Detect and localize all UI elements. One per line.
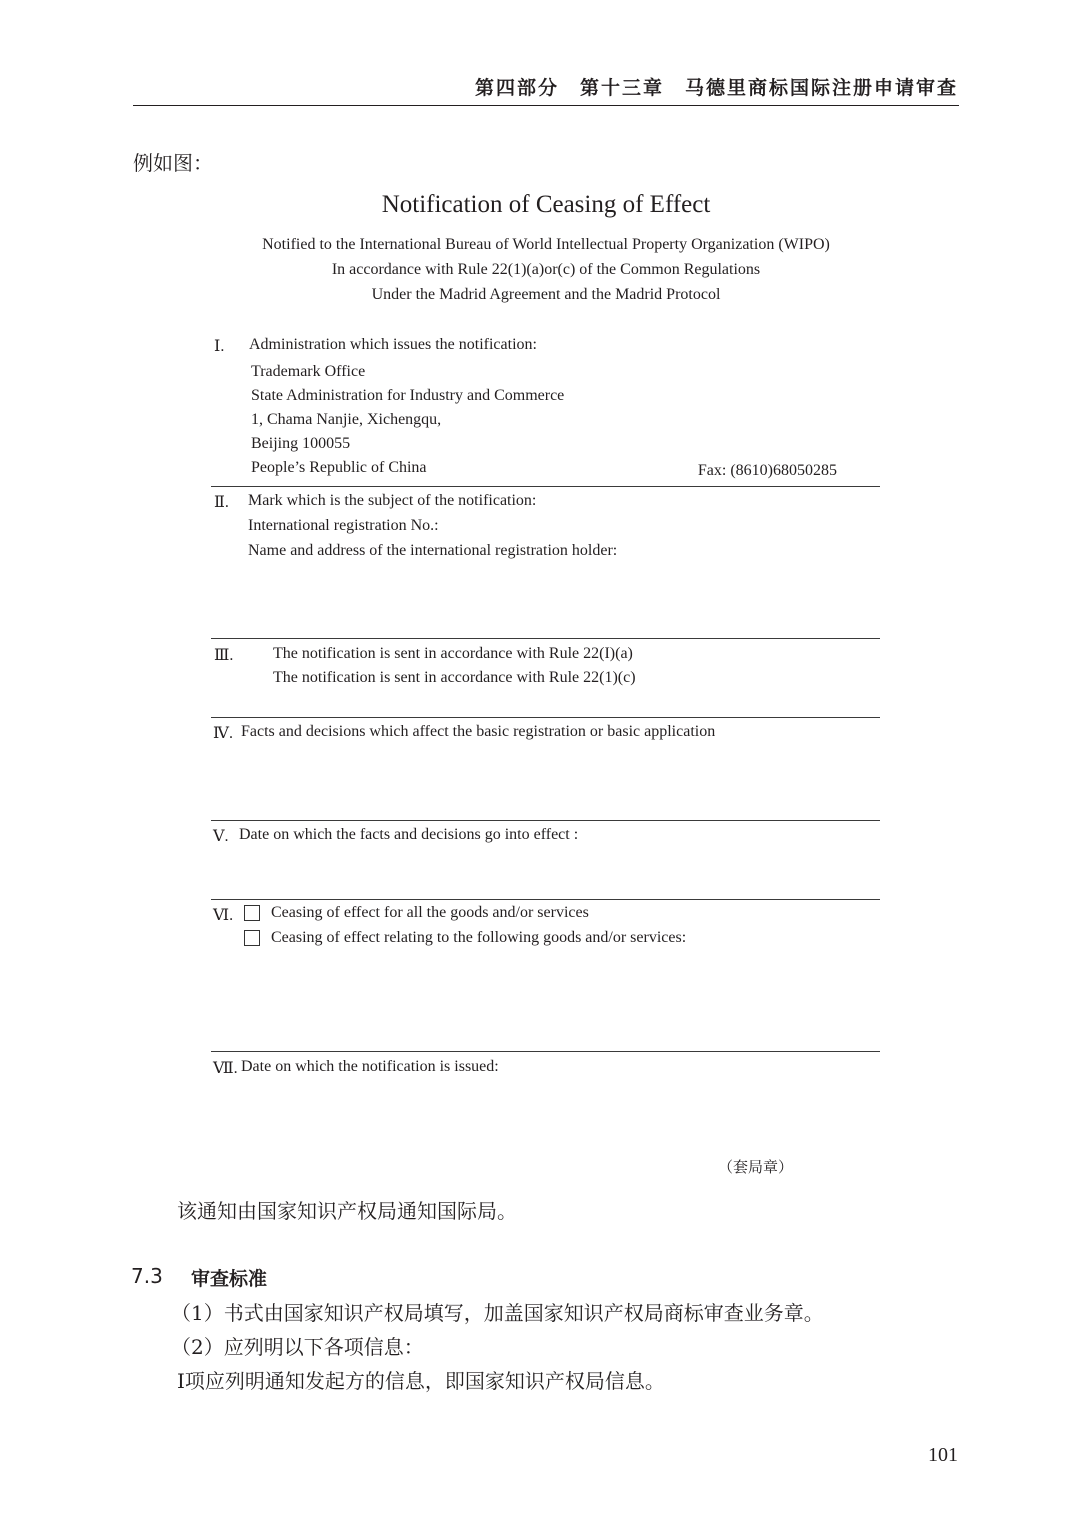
- following-goods-option-label: Ceasing of effect relating to the following goods and/or services:: [271, 929, 687, 946]
- form-subtitle-1: Notified to the International Bureau of World Intellectual Property Organization (WIPO): [262, 236, 830, 253]
- notification-note: 该通知由国家知识产权局通知国际局。: [177, 1199, 517, 1223]
- address-line: Beijing 100055: [251, 435, 351, 452]
- section-6-numeral: Ⅵ.: [213, 907, 234, 924]
- seal-note: （套局章）: [718, 1158, 794, 1176]
- address-line: State Administration for Industry and Commerce: [251, 387, 565, 404]
- section-1-numeral: Ⅰ.: [214, 338, 225, 355]
- body-item: （2）应列明以下各项信息：: [171, 1335, 424, 1359]
- section-divider: [211, 486, 880, 487]
- fax-number: Fax: (8610)68050285: [697, 462, 837, 479]
- form-subtitle-3: Under the Madrid Agreement and the Madrid Protocol: [371, 286, 721, 303]
- address-line: People’s Republic of China: [251, 459, 427, 476]
- section-divider: [211, 899, 880, 900]
- rule-22a-option: The notification is sent in accordance with Rule 22(I)(a): [273, 645, 633, 662]
- form-subtitle-2: In accordance with Rule 22(1)(a)or(c) of the Common Regulations: [331, 261, 761, 278]
- body-item: （1）书式由国家知识产权局填写，加盖国家知识产权局商标审查业务章。: [171, 1301, 824, 1325]
- rule-22c-option: The notification is sent in accordance with Rule 22(1)(c): [273, 669, 636, 686]
- section-5-heading: Date on which the facts and decisions go into effect :: [239, 826, 579, 843]
- section-1-heading: Administration which issues the notification:: [249, 336, 537, 353]
- section-number: 7.3: [131, 1264, 163, 1288]
- section-5-numeral: Ⅴ.: [213, 828, 229, 845]
- form-title: Notification of Ceasing of Effect: [381, 191, 711, 218]
- section-7-numeral: Ⅶ.: [213, 1060, 238, 1077]
- section-title: 审查标准: [191, 1268, 268, 1290]
- running-header: 第四部分 第十三章 马德里商标国际注册申请审查: [474, 77, 958, 99]
- section-3-numeral: Ⅲ.: [214, 647, 234, 664]
- section-4-heading: Facts and decisions which affect the basic registration or basic application: [241, 723, 716, 740]
- section-7-heading: Date on which the notification is issued:: [241, 1058, 499, 1075]
- header-rule: [133, 105, 959, 106]
- following-goods-checkbox[interactable]: [244, 930, 260, 946]
- section-2-numeral: Ⅱ.: [214, 494, 229, 511]
- address-line: Trademark Office: [251, 363, 366, 380]
- section-divider: [211, 638, 880, 639]
- intro-label: 例如图：: [133, 151, 213, 175]
- holder-label: Name and address of the international registration holder:: [248, 542, 618, 559]
- section-divider: [211, 820, 880, 821]
- section-2-heading: Mark which is the subject of the notification:: [248, 492, 537, 509]
- section-divider: [211, 717, 880, 718]
- registration-number-label: International registration No.:: [248, 517, 439, 534]
- all-goods-option-label: Ceasing of effect for all the goods and/or services: [271, 904, 589, 921]
- section-divider: [211, 1051, 880, 1052]
- page-number: 101: [928, 1444, 958, 1466]
- section-4-numeral: Ⅳ.: [213, 725, 233, 742]
- address-line: 1, Chama Nanjie, Xichengqu,: [251, 411, 442, 428]
- all-goods-checkbox[interactable]: [244, 905, 260, 921]
- body-item: Ⅰ项应列明通知发起方的信息，即国家知识产权局信息。: [177, 1369, 665, 1393]
